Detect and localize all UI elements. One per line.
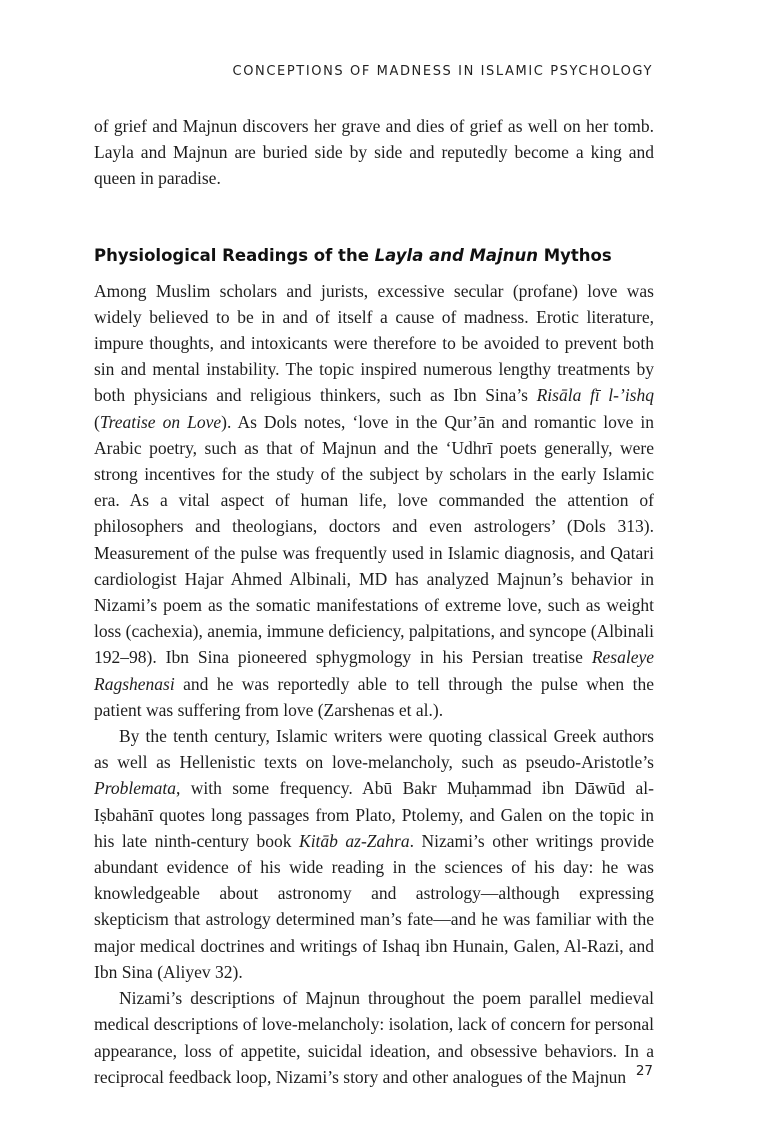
p2-italic-kitab: Kitāb az-Zahra (299, 830, 410, 851)
heading-italic-title: Layla and Majnun (374, 245, 538, 265)
body-text (94, 113, 654, 1090)
p1-text-3: ). As Dols notes, ‘love in the Qur’ān and romantic love in Arabic poetry, such as that of Majnun and the ‘Udhrī poets generally, were strong incentives for the study of the subject by scholars in the early Islamic era. As a vital aspect of human life, love commanded the attention of philosophers and theologians, doctors and even astrologers’ (Dols 313). Measurement of the pulse was frequently used in Islamic diagnosis, and Qatari cardiologist Hajar Ahmed Albinali, MD has analyzed Majnun’s behavior in Nizami’s poem as the somatic manifestations of extreme love, such as weight loss (cachexia), anemia, immune deficiency, palpitations, and syncope (Albinali 192–98). Ibn Sina pioneered sphygmology in his Persian treatise (94, 411, 654, 668)
p1-italic-risala: Risāla fī l-’ishq (536, 385, 654, 406)
section-heading (94, 244, 654, 268)
p2-text-3: . Nizami’s other writings provide abundant evidence of his wide reading in the sciences of his day: he was knowledgeable about astronomy and astrology—although expressing skepticism that astrology determined man’s fate—and he was familiar with the major medical doctrines and writings of Ishaq ibn Hunain, Galen, Al-Razi, and Ibn Sina (Aliyev 32). (94, 830, 654, 982)
intro-paragraph: of grief and Majnun discovers her grave and dies of grief as well on her tomb. Layla and Majnun are buried side by side and reputedly become a king and queen in paradise. (94, 116, 654, 189)
p1-text-2: ( (94, 411, 100, 432)
p1-italic-treatise: Treatise on Love (99, 411, 222, 432)
running-header: CONCEPTIONS OF MADNESS IN ISLAMIC PSYCHOLOGY (232, 64, 653, 79)
paragraph-physiological-1 (94, 278, 654, 723)
p1-text-1: Among Muslim scholars and jurists, excessive secular (profane) love was widely believed to be in and of itself a cause of madness. Erotic literature, impure thoughts, and intoxicants were therefore to be avoided to prevent both sin and mental instability. The topic inspired numerous lengthy treatments by both physicians and religious thinkers, such as Ibn Sina’s (94, 280, 654, 406)
page-number: 27 (635, 1063, 653, 1079)
paragraph-physiological-2 (94, 723, 654, 985)
p1-text-4: and he was reportedly able to tell through the pulse when the patient was suffering from love (Zarshenas et al.). (94, 673, 654, 720)
p2-italic-problemata: Problemata (94, 778, 176, 799)
p2-text-2: , with some frequency. Abū Bakr Muḥammad ibn Dāwūd al-Iṣbahānī quotes long passages from Plato, Ptolemy, and Galen on the topic in his late ninth-century book (94, 778, 654, 851)
p2-text-1: By the tenth century, Islamic writers were quoting classical Greek authors as well as Hellenistic texts on love-melancholy, such as pseudo-Aristotle’s (94, 726, 654, 773)
heading-text-start: Physiological Readings of the (94, 245, 375, 265)
paragraph-physiological-3: Nizami’s descriptions of Majnun throughout the poem parallel medieval medical descriptions of love-melancholy: isolation, lack of concern for personal appearance, loss of appetite, suicidal ideation, and obsessive behaviors. In a reciprocal feedback loop, Nizami’s story and other analogues of the Majnun (94, 988, 654, 1087)
p1-italic-resaleye: Resaleye Ragshenasi (94, 647, 654, 694)
heading-text-end: Mythos (537, 245, 612, 265)
